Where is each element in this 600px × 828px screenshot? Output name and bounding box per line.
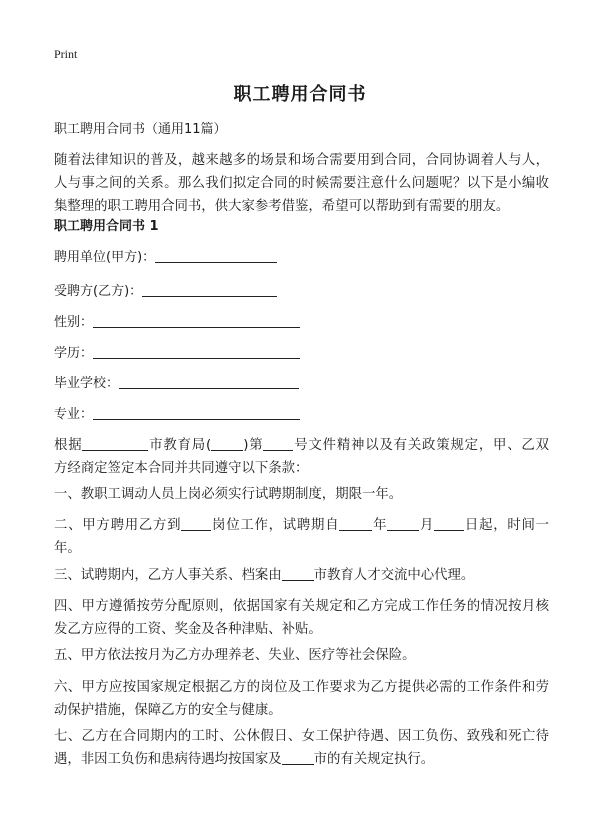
basis-paragraph <box>54 434 549 480</box>
clause-7-line-1: 七、乙方在合同期内的工时、公休假日、女工保护待遇、因工负伤、致残和死亡待 <box>54 729 549 744</box>
major-field <box>54 405 300 425</box>
clause-2 <box>54 514 549 560</box>
education-label: 学历： <box>54 346 94 361</box>
clause-text: 年 <box>372 518 388 533</box>
clause-4-line: 四、甲方遵循按劳分配原则，依据国家有关规定和乙方完成工作任务的情况按月核 <box>54 599 549 614</box>
basis-line-1 <box>54 434 549 457</box>
clause-text: 日起，时间一 <box>464 518 550 533</box>
employer-blank <box>155 248 277 263</box>
clause-6-line: 动保护措施，保障乙方的安全与健康。 <box>54 703 282 718</box>
clause-text: 岗位工作，试聘期自 <box>211 518 340 533</box>
clause-4-line: 发乙方应得的工资、奖金及各种津贴、补贴。 <box>54 622 322 637</box>
clause-1: 一、教职工调动人员上岗必须实行试聘期制度，期限一年。 <box>54 487 403 502</box>
blank-line <box>181 516 211 531</box>
clause-7 <box>54 725 549 771</box>
blank-line <box>282 566 314 581</box>
gender-label: 性别： <box>54 315 94 330</box>
page-title: 职工聘用合同书 <box>233 84 367 105</box>
clause-7-line-2 <box>54 748 549 771</box>
basis-text: 号文件精神以及有关政策规定，甲、乙双 <box>293 438 550 453</box>
education-blank <box>93 344 300 359</box>
blank-line <box>434 516 464 531</box>
blank-line <box>387 516 419 531</box>
clause-3 <box>54 564 549 587</box>
school-field <box>54 374 299 394</box>
clause-text: 市的有关规定执行。 <box>313 752 435 767</box>
major-blank <box>93 405 300 420</box>
basis-line-2: 方经商定签定本合同并共同遵守以下条款： <box>54 461 309 476</box>
employer-field <box>54 248 277 268</box>
intro-line: 人与事之间的关系。那么我们拟定合同的时候需要注意什么问题呢？以下是小编收 <box>54 176 549 191</box>
clause-text: 二、甲方聘用乙方到 <box>54 518 182 533</box>
employee-label: 受聘方(乙方)： <box>54 284 143 299</box>
clause-5: 五、甲方依法按月为乙方办理养老、失业、医疗等社会保险。 <box>54 648 416 663</box>
clause-6-line: 六、甲方应按国家规定根据乙方的岗位及工作要求为乙方提供必需的工作条件和劳 <box>54 680 549 695</box>
document-subtitle: 职工聘用合同书（通用11篇） <box>54 122 227 137</box>
blank-line <box>263 436 293 451</box>
employee-field <box>54 282 277 302</box>
clause-2-line-2: 年。 <box>54 541 81 556</box>
intro-line: 集整理的职工聘用合同书，供大家参考借鉴，希望可以帮助到有需要的朋友。 <box>54 199 510 214</box>
clause-text: 三、试聘期内，乙方人事关系、档案由 <box>54 568 282 583</box>
intro-paragraph <box>54 149 549 218</box>
clause-4 <box>54 595 549 641</box>
school-blank <box>119 374 299 389</box>
clause-text: 市教育人才交流中心代理。 <box>313 568 475 583</box>
blank-line <box>282 750 314 765</box>
basis-text: )第 <box>243 438 264 453</box>
basis-text: 根据 <box>54 438 83 453</box>
clause-text: 遇，非因工负伤和患病待遇均按国家及 <box>54 752 282 767</box>
blank-line <box>82 436 148 451</box>
education-field <box>54 344 300 364</box>
basis-text: 市教育局( <box>148 438 212 453</box>
blank-line <box>211 436 243 451</box>
intro-line: 随着法律知识的普及，越来越多的场景和场合需要用到合同，合同协调着人与人， <box>54 153 549 168</box>
school-label: 毕业学校： <box>54 376 120 391</box>
employer-label: 聘用单位(甲方)： <box>54 250 156 265</box>
gender-blank <box>93 313 300 328</box>
blank-line <box>339 516 372 531</box>
clause-2-line-1 <box>54 514 549 537</box>
clause-text: 月 <box>419 518 435 533</box>
gender-field <box>54 313 300 333</box>
major-label: 专业： <box>54 407 94 422</box>
print-label: Print <box>54 47 78 61</box>
clause-6 <box>54 676 549 722</box>
employee-blank <box>142 282 277 297</box>
section-heading: 职工聘用合同书 1 <box>54 219 159 234</box>
